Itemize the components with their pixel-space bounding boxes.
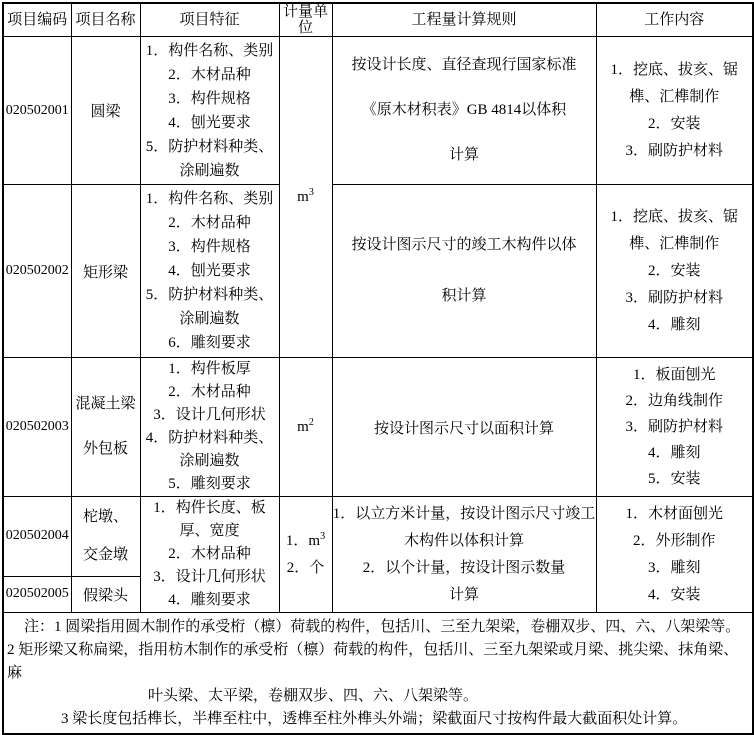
text-line: 4．雕刻 [647, 445, 701, 461]
features-cell [140, 497, 279, 613]
code-cell: 020502005 [3, 576, 71, 612]
text-line: 1．板面刨光 [632, 367, 716, 383]
unit-base: m [308, 532, 321, 549]
text-line: 按设计图示尺寸的竣工木构件以体 [351, 237, 577, 253]
text-line: 4．安装 [647, 586, 701, 603]
text-line: 按设计长度、直径查现行国家标准 [351, 57, 577, 73]
text-line: 5．安装 [647, 471, 701, 487]
header-cell-work: 工作内容 [596, 3, 753, 37]
name-cell [71, 576, 140, 612]
unit-cell [279, 497, 332, 613]
text-line: 4．防护材料种类、 [145, 430, 274, 446]
header-cell-unit: 计量单位 [279, 3, 332, 37]
name-cell [71, 497, 140, 577]
text-line: 2．木材品种 [168, 215, 251, 231]
text-line: 3．雕刻 [647, 559, 701, 576]
text-line: 3．构件规格 [168, 90, 251, 107]
unit-exponent: 3 [308, 186, 314, 198]
work-cell [596, 185, 753, 358]
text-line: 柁墩、 [82, 509, 128, 526]
unit-number: 1． [285, 532, 309, 549]
text-line: 假梁头 [82, 587, 128, 604]
text-line: 4．雕刻 [647, 316, 701, 333]
text-line: 4．刨光要求 [168, 263, 251, 279]
text-line: 2．木材品种 [168, 546, 251, 562]
table-row [3, 497, 753, 577]
text-line: 4．刨光要求 [168, 114, 251, 131]
unit-line [280, 528, 332, 555]
unit-base: m [297, 418, 309, 435]
work-cell [596, 497, 753, 613]
text-line: 矩形梁 [82, 264, 128, 281]
text-line: 3．刷防护材料 [625, 419, 723, 435]
features-cell [140, 185, 279, 358]
note-line: 注：1 圆梁指用圆木制作的承受桁（檩）荷载的构件，包括川、三至九架梁，卷棚双步、四、六、八架梁等。 [24, 619, 741, 635]
text-line: 圆梁 [90, 104, 121, 120]
header-cell-code: 项目编码 [3, 3, 71, 37]
notes-row [3, 613, 753, 735]
table-row [3, 358, 753, 497]
text-line: 涂刷遍数 [179, 162, 240, 179]
header-row [3, 3, 753, 37]
table-row [3, 37, 753, 185]
text-line: 5．防护材料种类、 [145, 138, 274, 155]
text-line: 2．安装 [647, 262, 701, 279]
features-cell [140, 37, 279, 185]
text-line: 混凝土梁 [75, 396, 136, 412]
unit-cell [279, 358, 332, 497]
text-line: 2．以个计量，按设计图示数量 [362, 559, 566, 576]
note-line: 叶头梁、太平梁，卷棚双步、四、六、八架梁等。 [148, 688, 479, 704]
text-line: 3．刷防护材料 [625, 142, 723, 159]
text-line: 计算 [448, 147, 479, 163]
text-line: 计算 [448, 586, 479, 603]
text-line: 厚、宽度 [179, 523, 240, 539]
text-line: 1．构件名称、类别 [145, 191, 274, 207]
text-line: 3．构件规格 [168, 239, 251, 255]
code-cell: 020502003 [3, 358, 71, 497]
work-cell [596, 37, 753, 185]
text-line: 按设计图示尺寸以面积计算 [373, 420, 554, 437]
text-line: 2．安装 [647, 115, 701, 132]
unit-exponent: 3 [320, 530, 326, 542]
text-line: 交金墩 [82, 547, 128, 564]
text-line: 2．边角线制作 [625, 393, 723, 409]
table-row [3, 185, 753, 358]
text-line: 2．外形制作 [632, 532, 716, 549]
code-cell: 020502002 [3, 185, 71, 358]
text-line: 涂刷遍数 [179, 453, 240, 469]
rule-cell [332, 497, 596, 613]
note-line: 3 梁长度包括榫长，半榫至柱中，透榫至柱外榫头外端；梁截面尺寸按构件最大截面积处计算。 [61, 711, 688, 727]
text-line: 1．挖底、拔亥、锯 [610, 61, 738, 78]
text-line: 5．雕刻要求 [168, 476, 251, 492]
text-line: 3．设计几何形状 [153, 569, 266, 585]
name-cell [71, 185, 140, 358]
text-line: 榫、汇榫制作 [629, 88, 720, 105]
text-line: 1．木材面刨光 [625, 505, 723, 522]
notes-cell [3, 613, 753, 735]
text-line: 外包板 [82, 441, 128, 457]
text-line: 1．构件长度、板 [153, 500, 266, 516]
unit-line: 2．个 [286, 559, 325, 576]
name-cell [71, 358, 140, 497]
rule-cell [332, 185, 596, 358]
header-cell-features: 项目特征 [140, 3, 279, 37]
header-cell-rule: 工程量计算规则 [332, 3, 596, 37]
spec-table [2, 2, 754, 735]
text-line: 4．雕刻要求 [168, 592, 251, 608]
text-line: 1．以立方米计量，按设计图示尺寸竣工 [332, 505, 596, 522]
text-line: 2．木材品种 [168, 384, 251, 400]
text-line: 1．挖底、拔亥、锯 [610, 208, 738, 225]
header-cell-name: 项目名称 [71, 3, 140, 37]
document-page [0, 2, 754, 727]
text-line: 木构件以体积计算 [403, 532, 524, 549]
features-cell [140, 358, 279, 497]
note-line: 2 矩形梁又称扁梁，指用枋木制作的承受桁（檩）荷载的构件，包括川、三至九架梁或月梁、挑尖梁、抹角梁、麻 [7, 642, 739, 681]
unit-exponent: 2 [308, 416, 314, 428]
text-line: 榫、汇榫制作 [629, 235, 720, 252]
code-cell: 020502004 [3, 497, 71, 577]
text-line: 6．雕刻要求 [168, 335, 251, 351]
name-cell [71, 37, 140, 185]
text-line: 1．构件板厚 [168, 361, 251, 377]
text-line: 《原木材积表》GB 4814以体积 [361, 102, 567, 118]
text-line: 1．构件名称、类别 [145, 42, 274, 59]
text-line: 涂刷遍数 [179, 311, 240, 327]
text-line: 3．刷防护材料 [625, 289, 723, 306]
text-line: 积计算 [441, 288, 487, 304]
text-line: 2．木材品种 [168, 66, 251, 83]
code-cell: 020502001 [3, 37, 71, 185]
unit-cell [279, 37, 332, 358]
text-line: 3．设计几何形状 [153, 407, 266, 423]
rule-cell [332, 358, 596, 497]
unit-base: m [297, 188, 309, 205]
work-cell [596, 358, 753, 497]
rule-cell [332, 37, 596, 185]
text-line: 5．防护材料种类、 [145, 287, 274, 303]
